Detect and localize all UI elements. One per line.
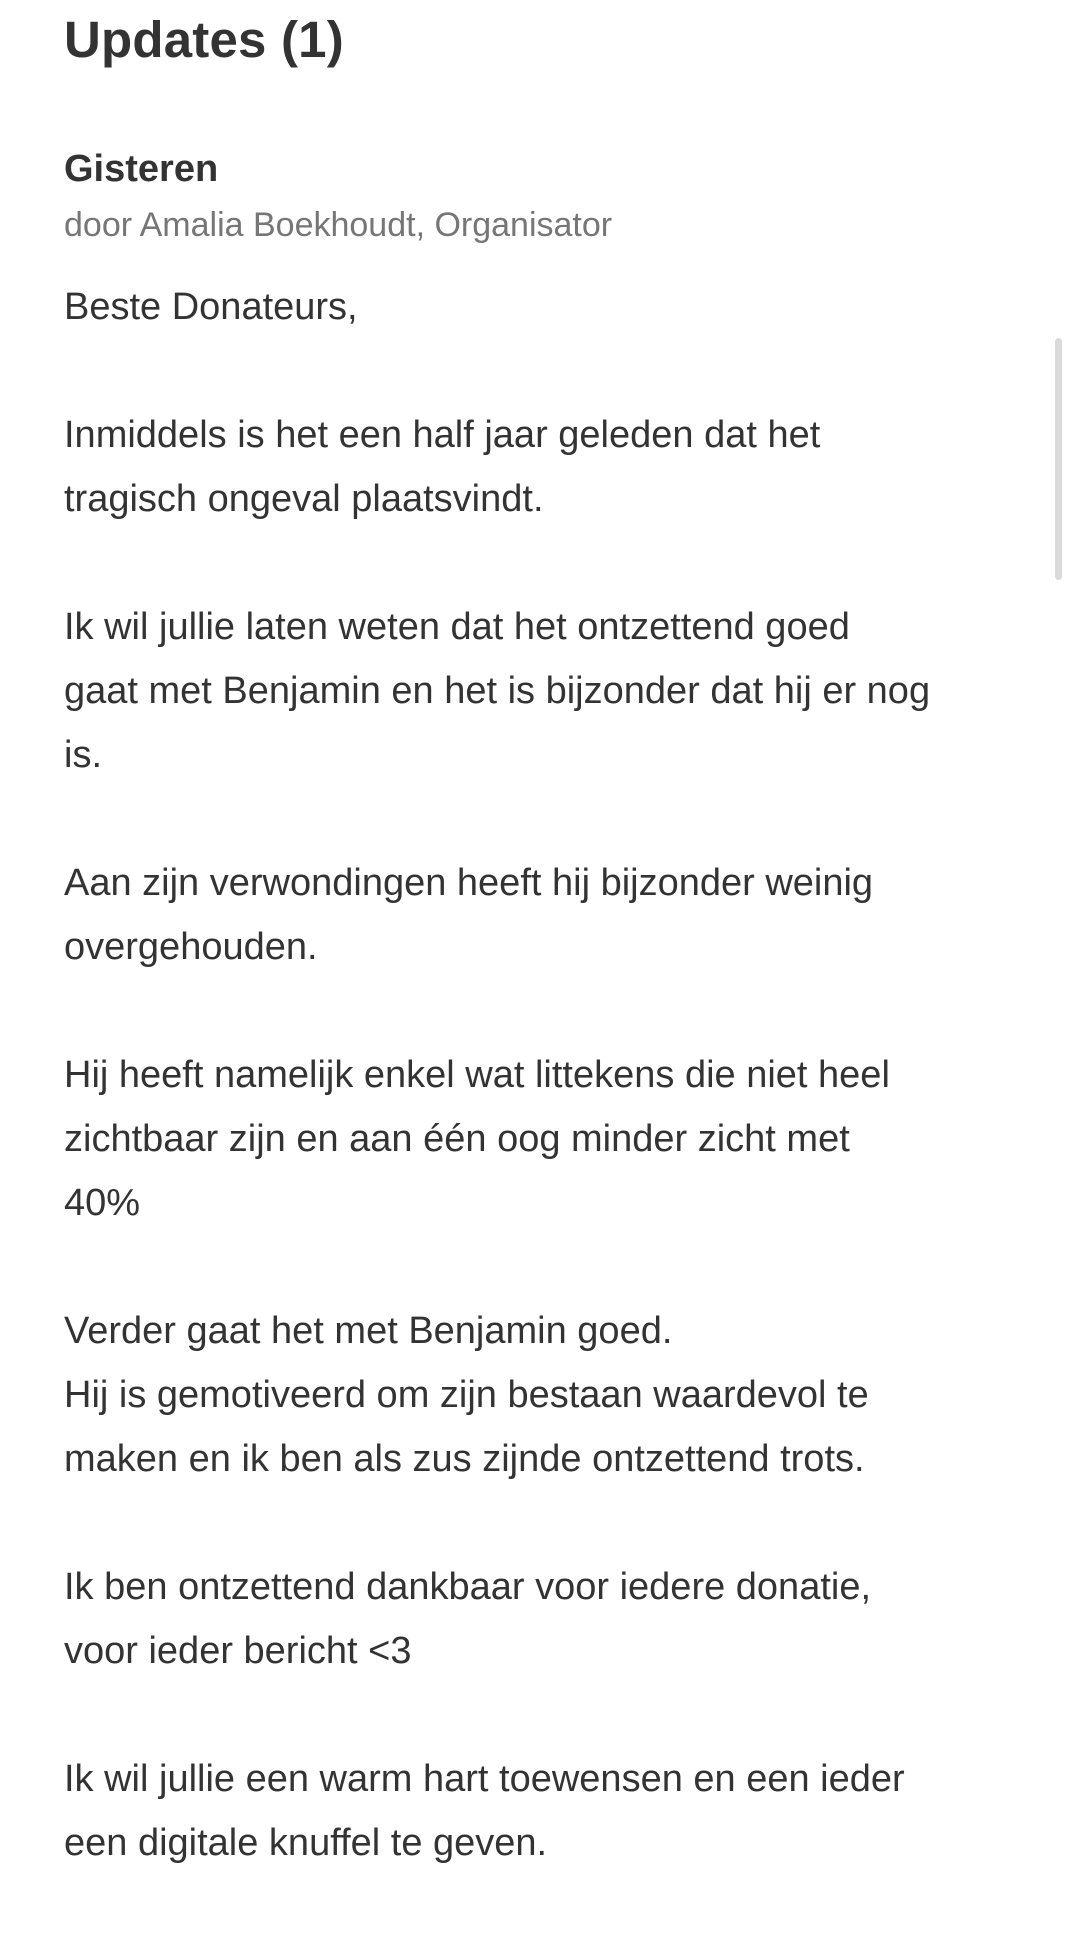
update-date: Gisteren [64, 148, 219, 190]
update-paragraph [64, 1043, 1024, 1235]
update-paragraph [64, 595, 1024, 787]
update-paragraph [64, 403, 1024, 531]
paragraph-line: Ik wil jullie laten weten dat het ontzettend goed [64, 606, 850, 648]
paragraph-line: Hij is gemotiveerd om zijn bestaan waardevol te [64, 1374, 869, 1416]
scrollbar-thumb[interactable] [1055, 338, 1062, 580]
update-paragraph [64, 1747, 1024, 1875]
paragraph-line: gaat met Benjamin en het is bijzonder dat hij er nog [64, 670, 931, 712]
paragraph-line: 40% [64, 1182, 141, 1224]
updates-section [64, 0, 1024, 1939]
paragraph-line: Verder gaat het met Benjamin goed. [64, 1310, 673, 1352]
update-item [64, 145, 1024, 1875]
paragraph-line: is. [64, 734, 102, 776]
paragraph-line: voor ieder bericht <3 [64, 1630, 412, 1672]
paragraph-line: een digitale knuffel te geven. [64, 1822, 548, 1864]
paragraph-line: Aan zijn verwondingen heeft hij bijzonder weinig [64, 862, 874, 904]
paragraph-line: Beste Donateurs, [64, 286, 358, 328]
update-body [64, 275, 1024, 1875]
paragraph-line: maken en ik ben als zus zijnde ontzettend trots. [64, 1438, 865, 1480]
update-paragraph [64, 275, 1024, 339]
updates-title: Updates (1) [64, 11, 344, 68]
paragraph-line: Ik wil jullie een warm hart toewensen en een ieder [64, 1758, 905, 1800]
paragraph-line: zichtbaar zijn en aan één oog minder zicht met [64, 1118, 850, 1160]
update-author: door Amalia Boekhoudt, Organisator [64, 206, 613, 244]
update-paragraph [64, 1299, 1024, 1491]
paragraph-line: Hij heeft namelijk enkel wat littekens die niet heel [64, 1054, 890, 1096]
paragraph-line: Inmiddels is het een half jaar geleden dat het [64, 414, 821, 456]
update-paragraph [64, 851, 1024, 979]
paragraph-line: overgehouden. [64, 926, 318, 968]
paragraph-line: Ik ben ontzettend dankbaar voor iedere donatie, [64, 1566, 872, 1608]
update-paragraph [64, 1555, 1024, 1683]
paragraph-line: tragisch ongeval plaatsvindt. [64, 478, 544, 520]
